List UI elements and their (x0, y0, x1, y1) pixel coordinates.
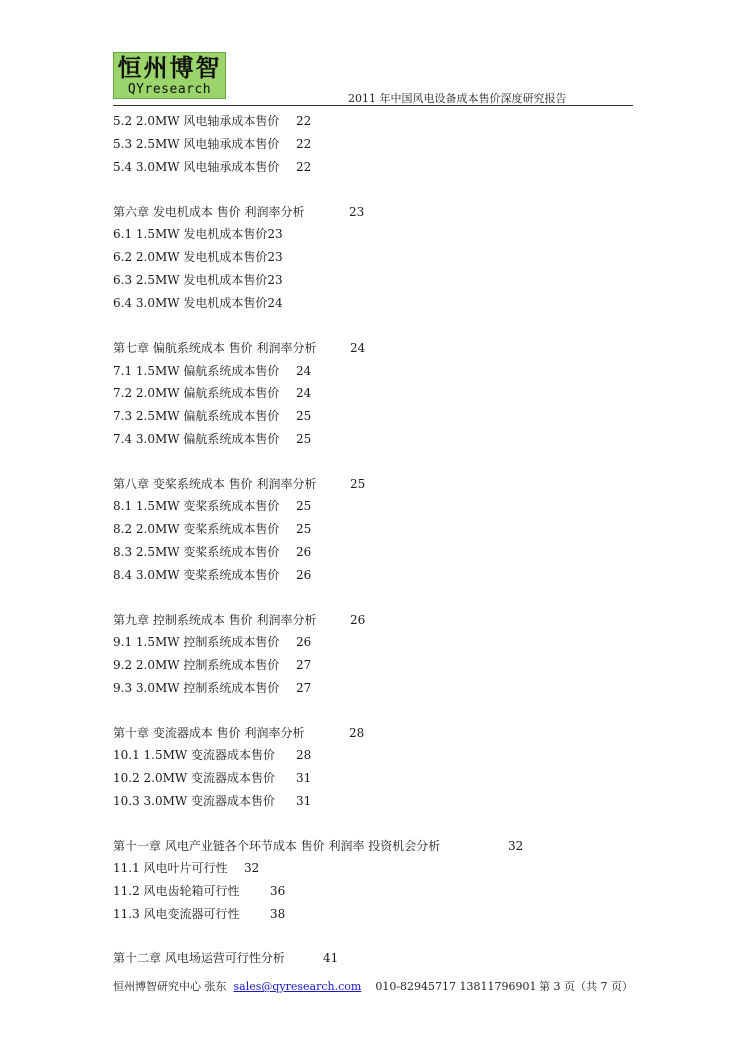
toc-entry-title: 第九章 控制系统成本 售价 利润率分析 (113, 613, 317, 627)
toc-entry-title: 第十一章 风电产业链各个环节成本 售价 利润率 投资机会分析 (113, 839, 441, 853)
toc-entry-title: 7.3 2.5MW 偏航系统成本售价 (113, 409, 280, 423)
toc-entry[interactable] (113, 612, 366, 628)
toc-entry[interactable] (113, 431, 312, 447)
toc-entry-title: 5.2 2.0MW 风电轴承成本售价 (113, 114, 280, 128)
toc-entry-title: 第七章 偏航系统成本 售价 利润率分析 (113, 341, 317, 355)
toc-entry-page: 22 (296, 114, 312, 128)
toc-entry-title: 8.2 2.0MW 变桨系统成本售价 (113, 522, 280, 536)
toc-entry-page: 31 (296, 794, 312, 808)
toc-entry-page: 32 (244, 861, 260, 875)
toc-entry[interactable] (113, 113, 312, 129)
toc-entry-page: 27 (296, 658, 312, 672)
toc-entry[interactable] (113, 226, 283, 242)
toc-entry[interactable] (113, 159, 312, 175)
toc-entry-title: 11.2 风电齿轮箱可行性 (113, 884, 240, 898)
toc-entry-page: 26 (296, 568, 312, 582)
logo-english-text: QYresearch (127, 82, 212, 97)
toc-entry-page: 23 (267, 227, 283, 241)
toc-entry[interactable] (113, 883, 286, 899)
toc-entry-page: 26 (296, 635, 312, 649)
toc-entry-page: 22 (296, 137, 312, 151)
toc-entry-page: 24 (350, 341, 366, 355)
toc-entry[interactable] (113, 770, 312, 786)
toc-entry[interactable] (113, 906, 286, 922)
toc-entry-page: 25 (350, 477, 366, 491)
toc-entry-title: 5.4 3.0MW 风电轴承成本售价 (113, 160, 280, 174)
toc-entry-title: 10.3 3.0MW 变流器成本售价 (113, 794, 276, 808)
toc-entry-page: 27 (296, 681, 312, 695)
toc-entry[interactable] (113, 136, 312, 152)
toc-entry-page: 24 (267, 296, 283, 310)
toc-entry-page: 25 (296, 409, 312, 423)
toc-entry-title: 6.1 1.5MW 发电机成本售价 (113, 227, 268, 241)
footer-email-link[interactable]: sales@qyresearch.com (233, 980, 362, 993)
toc-entry-page: 26 (350, 613, 366, 627)
toc-entry-page: 25 (296, 499, 312, 513)
toc-entry-title: 8.4 3.0MW 变桨系统成本售价 (113, 568, 280, 582)
toc-entry-page: 41 (323, 951, 339, 965)
toc-entry[interactable] (113, 204, 365, 220)
toc-entry[interactable] (113, 680, 312, 696)
toc-entry-page: 23 (267, 273, 283, 287)
toc-entry-page: 24 (296, 364, 312, 378)
toc-entry[interactable] (113, 295, 283, 311)
toc-entry[interactable] (113, 272, 283, 288)
toc-entry[interactable] (113, 476, 366, 492)
toc-entry-page: 24 (296, 386, 312, 400)
toc-entry[interactable] (113, 249, 283, 265)
toc-entry[interactable] (113, 544, 312, 560)
toc-entry-title: 8.1 1.5MW 变桨系统成本售价 (113, 499, 280, 513)
toc-entry[interactable] (113, 860, 260, 876)
toc-entry-page: 31 (296, 771, 312, 785)
toc-entry-title: 10.1 1.5MW 变流器成本售价 (113, 748, 276, 762)
toc-entry[interactable] (113, 521, 312, 537)
toc-entry-page: 25 (296, 522, 312, 536)
toc-entry-page: 23 (267, 250, 283, 264)
header-divider (113, 105, 633, 106)
toc-entry[interactable] (113, 838, 524, 854)
toc-entry-page: 32 (508, 839, 524, 853)
toc-entry-title: 6.4 3.0MW 发电机成本售价 (113, 296, 268, 310)
report-title: 2011 年中国风电设备成本售价深度研究报告 (348, 92, 567, 105)
toc-entry[interactable] (113, 498, 312, 514)
toc-entry[interactable] (113, 725, 365, 741)
toc-entry-title: 7.4 3.0MW 偏航系统成本售价 (113, 432, 280, 446)
toc-entry-title: 8.3 2.5MW 变桨系统成本售价 (113, 545, 280, 559)
toc-entry[interactable] (113, 634, 312, 650)
toc-entry[interactable] (113, 567, 312, 583)
toc-entry[interactable] (113, 363, 312, 379)
toc-entry-page: 22 (296, 160, 312, 174)
company-logo (113, 52, 226, 99)
toc-entry-page: 36 (270, 884, 286, 898)
toc-entry[interactable] (113, 340, 366, 356)
toc-entry-title: 第六章 发电机成本 售价 利润率分析 (113, 205, 305, 219)
toc-entry-title: 第十二章 风电场运营可行性分析 (113, 951, 285, 965)
footer-org: 恒州博智研究中心 张东 (113, 980, 227, 993)
toc-entry-title: 6.2 2.0MW 发电机成本售价 (113, 250, 268, 264)
logo-chinese-text: 恒州博智 (117, 54, 222, 82)
toc-entry-title: 9.2 2.0MW 控制系统成本售价 (113, 658, 280, 672)
toc-entry-page: 26 (296, 545, 312, 559)
toc-entry-title: 9.1 1.5MW 控制系统成本售价 (113, 635, 280, 649)
toc-entry[interactable] (113, 950, 339, 966)
toc-entry-title: 10.2 2.0MW 变流器成本售价 (113, 771, 276, 785)
toc-entry-title: 第八章 变桨系统成本 售价 利润率分析 (113, 477, 317, 491)
page-footer (113, 978, 537, 994)
page-number: 第 3 页（共 7 页） (539, 980, 633, 993)
toc-entry-page: 28 (296, 748, 312, 762)
toc-entry-title: 第十章 变流器成本 售价 利润率分析 (113, 726, 305, 740)
toc-entry-title: 9.3 3.0MW 控制系统成本售价 (113, 681, 280, 695)
toc-entry[interactable] (113, 408, 312, 424)
toc-entry-title: 7.2 2.0MW 偏航系统成本售价 (113, 386, 280, 400)
toc-entry-page: 25 (296, 432, 312, 446)
toc-entry-title: 7.1 1.5MW 偏航系统成本售价 (113, 364, 280, 378)
footer-phones: 010-82945717 13811796901 (375, 980, 537, 993)
toc-entry[interactable] (113, 747, 312, 763)
toc-entry[interactable] (113, 657, 312, 673)
toc-entry-title: 6.3 2.5MW 发电机成本售价 (113, 273, 268, 287)
toc-entry-title: 11.1 风电叶片可行性 (113, 861, 228, 875)
toc-entry-page: 23 (349, 205, 365, 219)
toc-entry-title: 11.3 风电变流器可行性 (113, 907, 240, 921)
toc-entry[interactable] (113, 793, 312, 809)
toc-entry-page: 28 (349, 726, 365, 740)
toc-entry[interactable] (113, 385, 312, 401)
toc-entry-page: 38 (270, 907, 286, 921)
toc-entry-title: 5.3 2.5MW 风电轴承成本售价 (113, 137, 280, 151)
